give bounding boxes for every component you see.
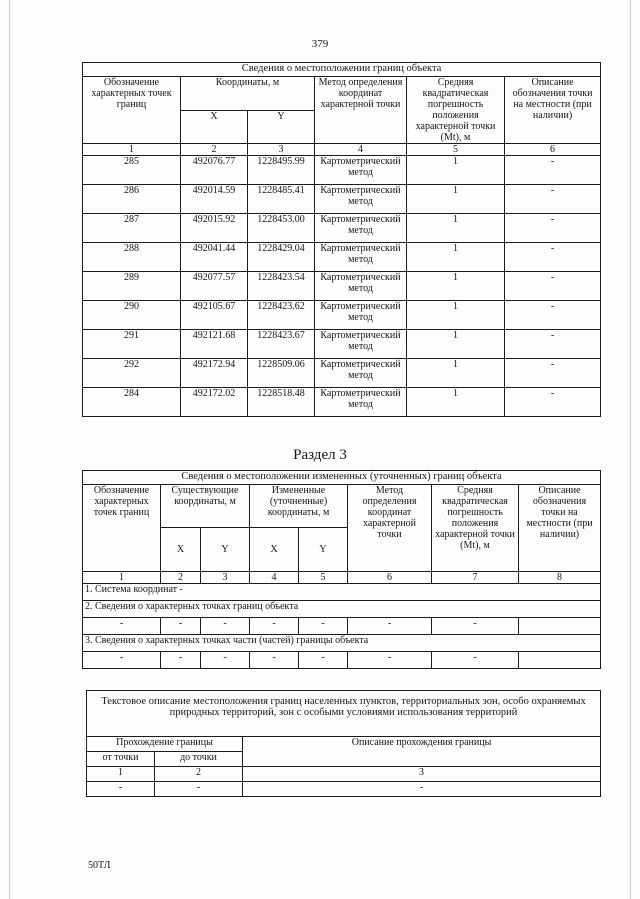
column-number: 2 bbox=[155, 767, 243, 782]
header-description: Описание обозначения точки на местности (при наличии) bbox=[519, 485, 601, 572]
y-cell: 1228518.48 bbox=[248, 388, 315, 417]
point-cell: 290 bbox=[83, 301, 181, 330]
y-cell: 1228509.06 bbox=[248, 359, 315, 388]
method-cell: Картометрический метод bbox=[315, 272, 407, 301]
y-cell: 1228429.04 bbox=[248, 243, 315, 272]
header-passage: Прохождение границы bbox=[87, 737, 243, 752]
empty-cell: - bbox=[243, 782, 601, 797]
section-title: Раздел 3 bbox=[293, 447, 347, 463]
column-number: 2 bbox=[161, 572, 201, 584]
table-row bbox=[83, 330, 601, 359]
method-cell: Картометрический метод bbox=[315, 359, 407, 388]
header-existing-coords: Существующие координаты, м bbox=[161, 485, 250, 528]
header-error: Средняя квадратическая погрешность положения характерной точки (Mt), м bbox=[407, 77, 505, 144]
error-cell: 1 bbox=[407, 185, 505, 214]
x-cell: 492076.77 bbox=[181, 156, 248, 185]
coordinate-system-row: 1. Система координат - bbox=[83, 584, 601, 601]
y-cell: 1228423.54 bbox=[248, 272, 315, 301]
boundary-points-row: 2. Сведения о характерных точках границ объекта bbox=[83, 601, 601, 618]
description-cell: - bbox=[505, 185, 601, 214]
description-cell: - bbox=[505, 243, 601, 272]
column-number: 4 bbox=[250, 572, 299, 584]
empty-cell: - bbox=[155, 782, 243, 797]
column-number: 1 bbox=[83, 572, 161, 584]
description-cell: - bbox=[505, 156, 601, 185]
description-cell: - bbox=[505, 214, 601, 243]
header-y: Y bbox=[201, 528, 250, 572]
table-row bbox=[87, 782, 601, 797]
description-cell: - bbox=[505, 272, 601, 301]
y-cell: 1228423.67 bbox=[248, 330, 315, 359]
column-number: 6 bbox=[505, 144, 601, 156]
empty-cell: - bbox=[83, 618, 161, 635]
changed-boundary-table bbox=[82, 470, 601, 669]
table-row bbox=[83, 301, 601, 330]
column-number: 4 bbox=[315, 144, 407, 156]
header-x: X bbox=[181, 110, 248, 144]
error-cell: 1 bbox=[407, 214, 505, 243]
column-number: 8 bbox=[519, 572, 601, 584]
empty-cell: - bbox=[348, 618, 432, 635]
text-description-table bbox=[86, 690, 601, 797]
table-row bbox=[83, 243, 601, 272]
empty-cell: - bbox=[348, 652, 432, 669]
page-number: 379 bbox=[311, 38, 329, 50]
part-points-row: 3. Сведения о характерных точках части (частей) границы объекта bbox=[83, 635, 601, 652]
x-cell: 492041.44 bbox=[181, 243, 248, 272]
method-cell: Картометрический метод bbox=[315, 185, 407, 214]
header-changed-coords: Измененные (уточненные) координаты, м bbox=[250, 485, 348, 528]
empty-cell: - bbox=[161, 618, 201, 635]
error-cell: 1 bbox=[407, 359, 505, 388]
column-number: 5 bbox=[299, 572, 348, 584]
description-cell: - bbox=[505, 359, 601, 388]
table-row bbox=[83, 185, 601, 214]
y-cell: 1228453.00 bbox=[248, 214, 315, 243]
empty-cell: - bbox=[201, 652, 250, 669]
method-cell: Картометрический метод bbox=[315, 388, 407, 417]
method-cell: Картометрический метод bbox=[315, 214, 407, 243]
x-cell: 492014.59 bbox=[181, 185, 248, 214]
description-cell: - bbox=[505, 330, 601, 359]
boundary-location-table bbox=[82, 62, 601, 417]
empty-cell: - bbox=[87, 782, 155, 797]
table-row bbox=[83, 156, 601, 185]
header-to-point: до точки bbox=[155, 752, 243, 767]
header-from-point: от точки bbox=[87, 752, 155, 767]
header-x: X bbox=[250, 528, 299, 572]
error-cell: 1 bbox=[407, 301, 505, 330]
error-cell: 1 bbox=[407, 272, 505, 301]
description-cell: - bbox=[505, 388, 601, 417]
column-number: 2 bbox=[181, 144, 248, 156]
error-cell: 1 bbox=[407, 156, 505, 185]
table-row bbox=[83, 214, 601, 243]
header-method: Метод определения координат характерной точки bbox=[315, 77, 407, 144]
table-caption: Сведения о местоположении границ объекта bbox=[83, 63, 601, 77]
method-cell: Картометрический метод bbox=[315, 156, 407, 185]
empty-cell: - bbox=[299, 618, 348, 635]
header-description: Описание обозначения точки на местности (при наличии) bbox=[505, 77, 601, 144]
table-row bbox=[83, 618, 601, 635]
footer-code: 50ТЛ bbox=[88, 860, 111, 871]
error-cell: 1 bbox=[407, 330, 505, 359]
x-cell: 492172.02 bbox=[181, 388, 248, 417]
table-row bbox=[83, 652, 601, 669]
point-cell: 285 bbox=[83, 156, 181, 185]
y-cell: 1228495.99 bbox=[248, 156, 315, 185]
point-cell: 286 bbox=[83, 185, 181, 214]
header-coords: Координаты, м bbox=[181, 77, 315, 111]
header-error: Средняя квадратическая погрешность положения характерной точки (Mt), м bbox=[432, 485, 519, 572]
x-cell: 492121.68 bbox=[181, 330, 248, 359]
description-cell: - bbox=[505, 301, 601, 330]
header-y: Y bbox=[299, 528, 348, 572]
empty-cell bbox=[519, 652, 601, 669]
point-cell: 284 bbox=[83, 388, 181, 417]
column-number: 6 bbox=[348, 572, 432, 584]
y-cell: 1228423.62 bbox=[248, 301, 315, 330]
method-cell: Картометрический метод bbox=[315, 301, 407, 330]
error-cell: 1 bbox=[407, 243, 505, 272]
empty-cell: - bbox=[83, 652, 161, 669]
column-number: 7 bbox=[432, 572, 519, 584]
point-cell: 287 bbox=[83, 214, 181, 243]
x-cell: 492077.57 bbox=[181, 272, 248, 301]
x-cell: 492015.92 bbox=[181, 214, 248, 243]
point-cell: 289 bbox=[83, 272, 181, 301]
header-passage-description: Описание прохождения границы bbox=[243, 737, 601, 767]
table-row bbox=[83, 388, 601, 417]
x-cell: 492172.94 bbox=[181, 359, 248, 388]
empty-cell: - bbox=[432, 652, 519, 669]
method-cell: Картометрический метод bbox=[315, 243, 407, 272]
header-y: Y bbox=[248, 110, 315, 144]
header-x: X bbox=[161, 528, 201, 572]
table-caption: Сведения о местоположении измененных (уточненных) границ объекта bbox=[83, 471, 601, 485]
point-cell: 292 bbox=[83, 359, 181, 388]
point-cell: 291 bbox=[83, 330, 181, 359]
table-caption: Текстовое описание местоположения границ населенных пунктов, территориальных зон, особо охраняемых природных территорий, зон с особыми условиями использования территорий bbox=[87, 691, 601, 737]
column-number: 3 bbox=[243, 767, 601, 782]
point-cell: 288 bbox=[83, 243, 181, 272]
method-cell: Картометрический метод bbox=[315, 330, 407, 359]
header-point: Обозначение характерных точек границ bbox=[83, 485, 161, 572]
column-number: 1 bbox=[87, 767, 155, 782]
empty-cell: - bbox=[250, 618, 299, 635]
empty-cell bbox=[519, 618, 601, 635]
error-cell: 1 bbox=[407, 388, 505, 417]
empty-cell: - bbox=[299, 652, 348, 669]
y-cell: 1228485.41 bbox=[248, 185, 315, 214]
empty-cell: - bbox=[161, 652, 201, 669]
column-number: 3 bbox=[248, 144, 315, 156]
header-method: Метод определения координат характерной точки bbox=[348, 485, 432, 572]
empty-cell: - bbox=[250, 652, 299, 669]
x-cell: 492105.67 bbox=[181, 301, 248, 330]
table-row bbox=[83, 272, 601, 301]
header-point: Обозначение характерных точек границ bbox=[83, 77, 181, 144]
column-number: 1 bbox=[83, 144, 181, 156]
column-number: 3 bbox=[201, 572, 250, 584]
column-number: 5 bbox=[407, 144, 505, 156]
empty-cell: - bbox=[432, 618, 519, 635]
table-row bbox=[83, 359, 601, 388]
empty-cell: - bbox=[201, 618, 250, 635]
